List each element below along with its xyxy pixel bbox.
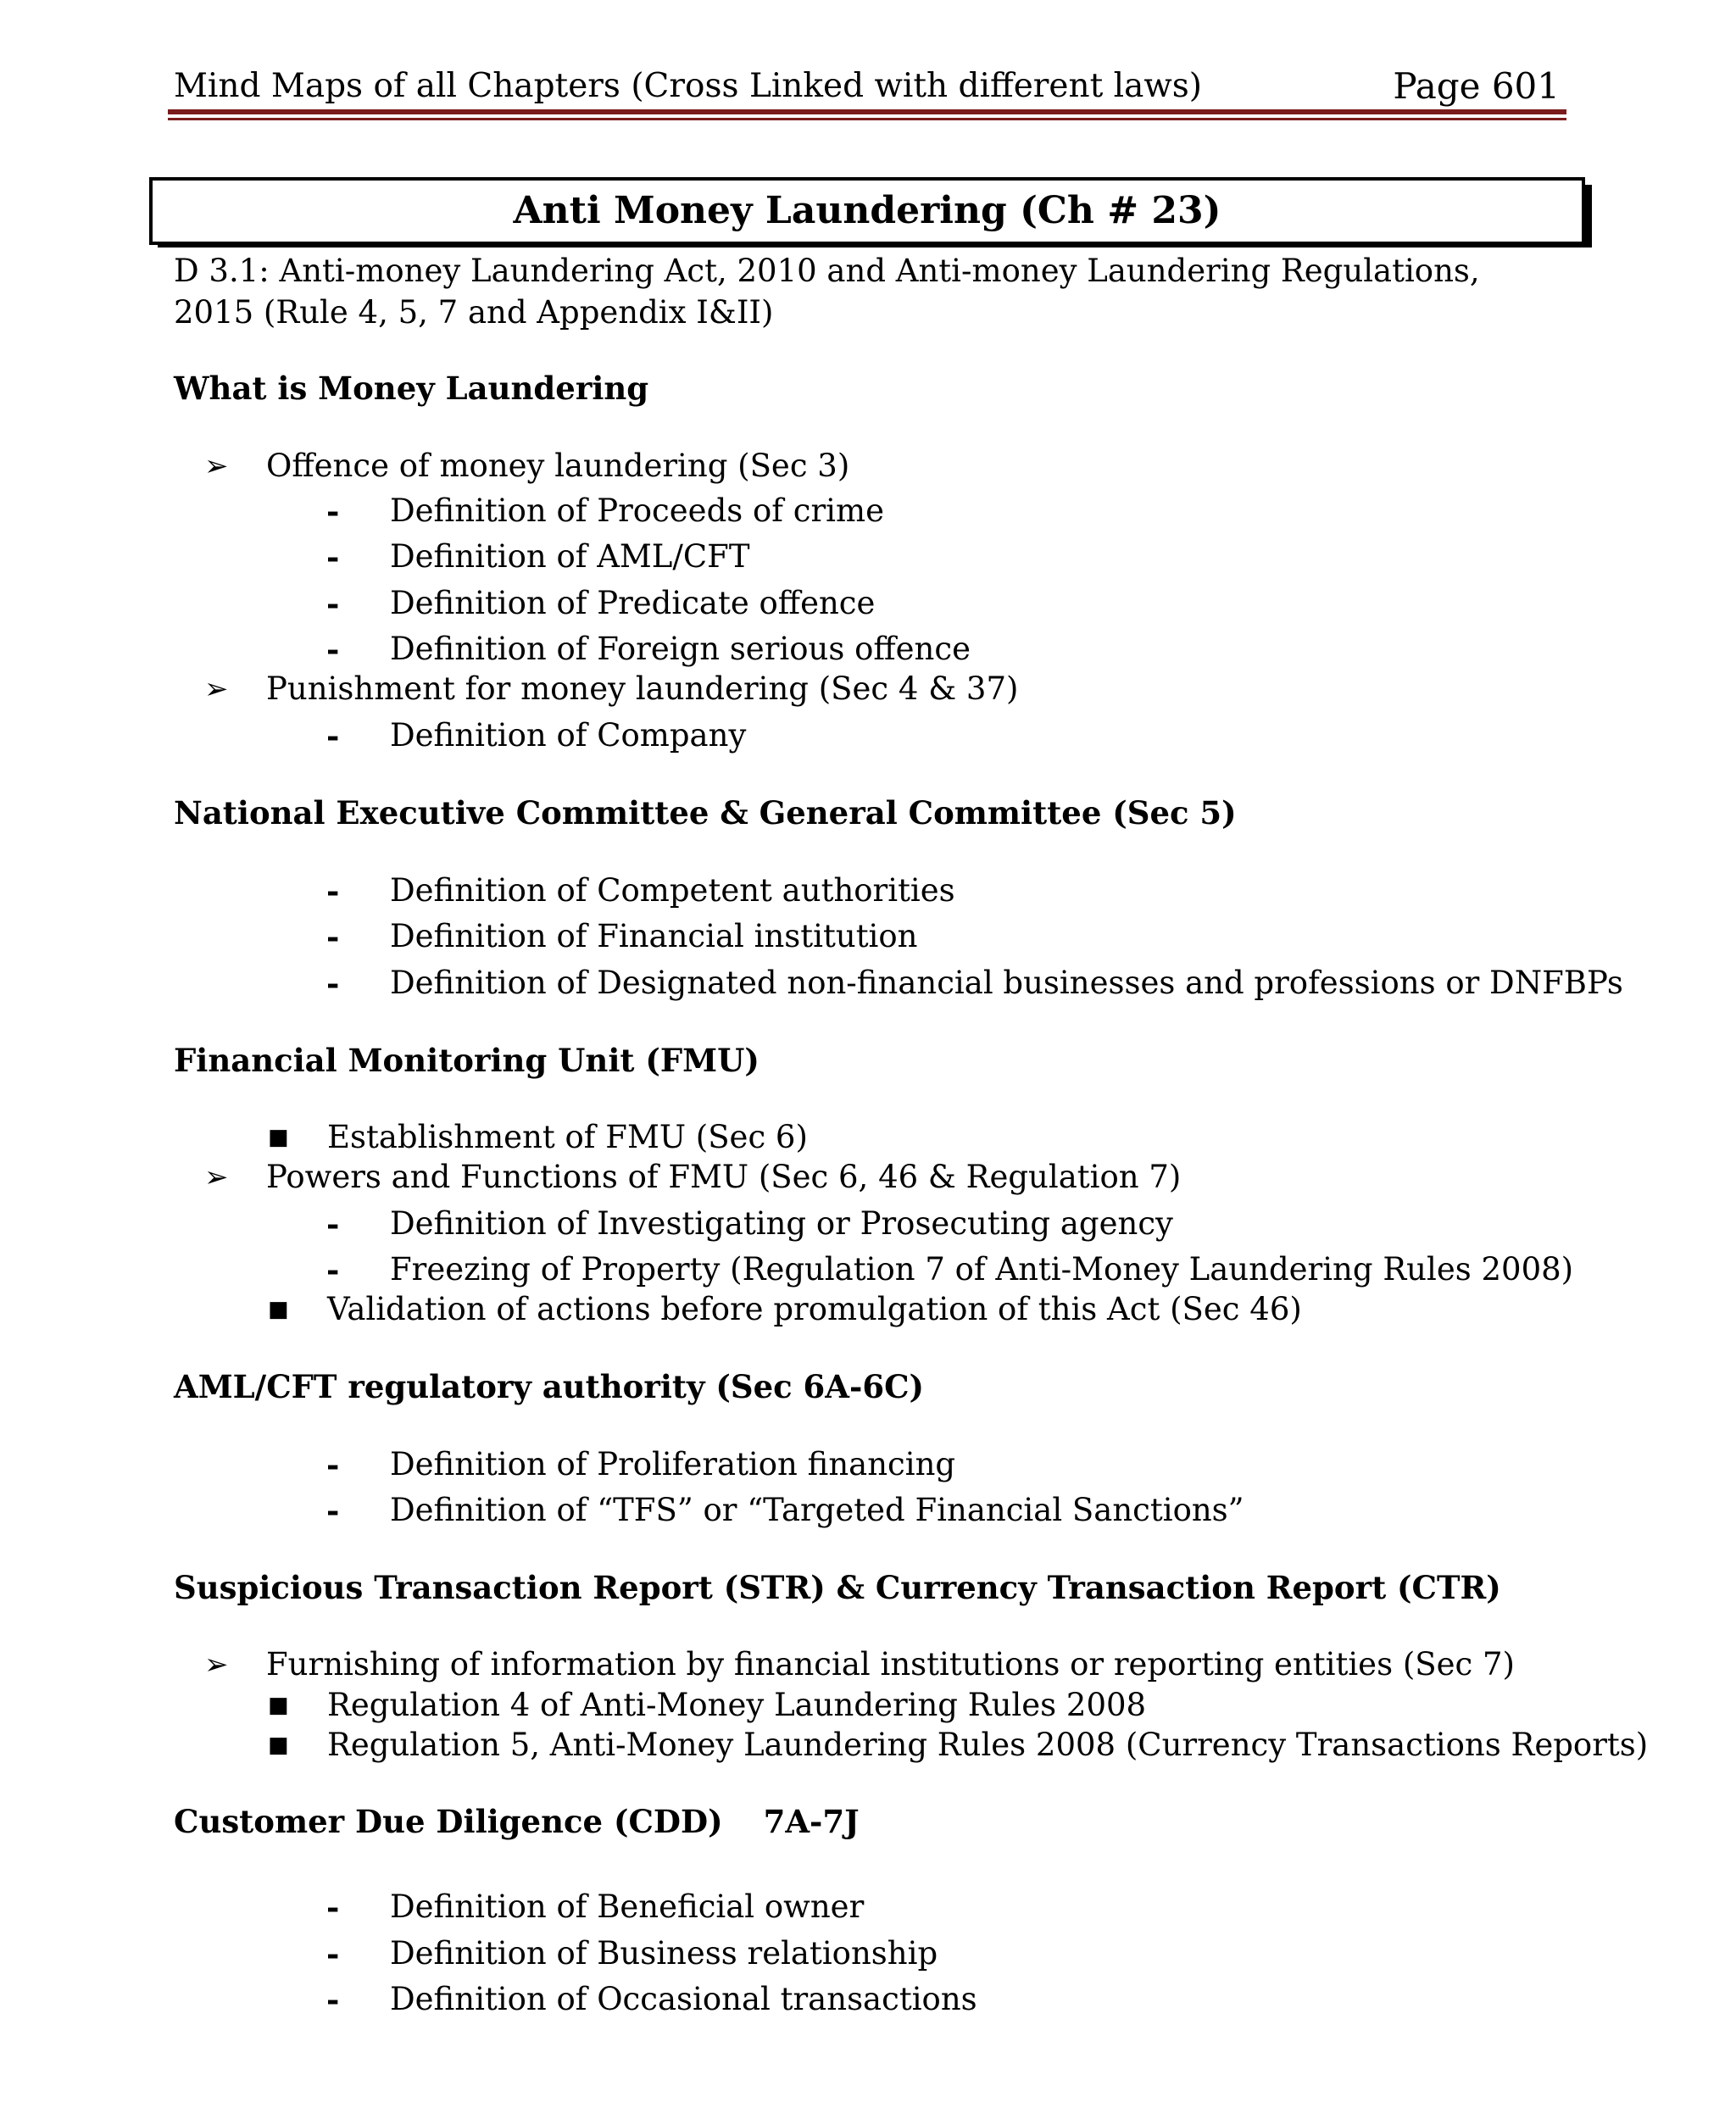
dash-bullet-icon: - [326,1888,340,1926]
arrow-bullet-icon: ➢ [204,449,229,483]
dash-bullet-icon: - [326,1205,340,1243]
dash-bullet-icon: - [326,1492,340,1529]
section-heading: National Executive Committee & General Committee (Sec 5) [174,794,1237,832]
dash-bullet-icon: - [326,717,340,754]
section-heading-text: Customer Due Diligence (CDD) [174,1803,723,1840]
list-item: Regulation 4 of Anti-Money Laundering Rules 2008 [327,1687,1147,1723]
list-item: Definition of Financial institution [390,918,918,954]
header-rule-thick [168,109,1566,114]
arrow-bullet-icon: ➢ [204,1160,229,1194]
chapter-title: Anti Money Laundering (Ch # 23) [149,177,1585,245]
dash-bullet-icon: - [326,492,340,530]
dash-bullet-icon: - [326,1935,340,1972]
running-header-title: Mind Maps of all Chapters (Cross Linked with different laws) [174,67,1203,105]
section-heading: Suspicious Transaction Report (STR) & Currency Transaction Report (CTR) [174,1569,1501,1606]
list-item: Validation of actions before promulgation of this Act (Sec 46) [327,1291,1302,1327]
list-item: Freezing of Property (Regulation 7 of Anti-Money Laundering Rules 2008) [390,1251,1574,1288]
section-heading: AML/CFT regulatory authority (Sec 6A-6C) [174,1368,925,1405]
square-bullet-icon: ■ [268,1297,289,1322]
list-item: Definition of Predicate offence [390,585,876,621]
dash-bullet-icon: - [326,1981,340,2018]
dash-bullet-icon: - [326,538,340,576]
section-heading-cdd [174,1801,860,1842]
list-item: Definition of Occasional transactions [390,1981,977,2017]
dash-bullet-icon: - [326,918,340,955]
intro-paragraph: D 3.1: Anti-money Laundering Act, 2010 and Anti-money Laundering Regulations, 2015 (Rule 4, 5, 7 and Appendix I&II) [174,253,1480,331]
dash-bullet-icon: - [326,585,340,622]
list-item: Definition of Competent authorities [390,872,955,909]
section-heading: Financial Monitoring Unit (FMU) [174,1042,760,1079]
list-item: Furnishing of information by financial institutions or reporting entities (Sec 7) [266,1646,1515,1683]
list-item: Definition of Foreign serious offence [390,631,971,667]
list-item: Definition of Business relationship [390,1935,938,1972]
dash-bullet-icon: - [326,1446,340,1483]
list-item: Offence of money laundering (Sec 3) [266,448,850,484]
list-item: Definition of “TFS” or “Targeted Financial Sanctions” [390,1492,1244,1528]
section-heading: What is Money Laundering [174,370,649,407]
list-item: Definition of Investigating or Prosecuting agency [390,1205,1173,1242]
list-item: Definition of Company [390,717,747,754]
arrow-bullet-icon: ➢ [204,672,229,706]
square-bullet-icon: ■ [268,1693,289,1718]
list-item: Definition of Proceeds of crime [390,492,884,529]
list-item: Establishment of FMU (Sec 6) [327,1119,808,1155]
list-item: Definition of AML/CFT [390,538,750,575]
header-rule-thin [168,118,1566,120]
dash-bullet-icon: - [326,1251,340,1288]
list-item: Regulation 5, Anti-Money Laundering Rules 2008 (Currency Transactions Reports) [327,1727,1649,1763]
dash-bullet-icon: - [326,872,340,909]
square-bullet-icon: ■ [268,1733,289,1758]
arrow-bullet-icon: ➢ [204,1648,229,1682]
list-item: Punishment for money laundering (Sec 4 & 37) [266,670,1019,707]
section-heading-suffix: 7A-7J [763,1803,860,1840]
list-item: Definition of Proliferation financing [390,1446,956,1482]
dash-bullet-icon: - [326,631,340,668]
list-item: Definition of Designated non-financial businesses and professions or DNFBPs [390,965,1623,1001]
dash-bullet-icon: - [326,965,340,1002]
page-number: Page 601 [1393,65,1560,107]
list-item: Definition of Beneficial owner [390,1888,865,1925]
square-bullet-icon: ■ [268,1125,289,1150]
list-item: Powers and Functions of FMU (Sec 6, 46 & Regulation 7) [266,1159,1182,1195]
